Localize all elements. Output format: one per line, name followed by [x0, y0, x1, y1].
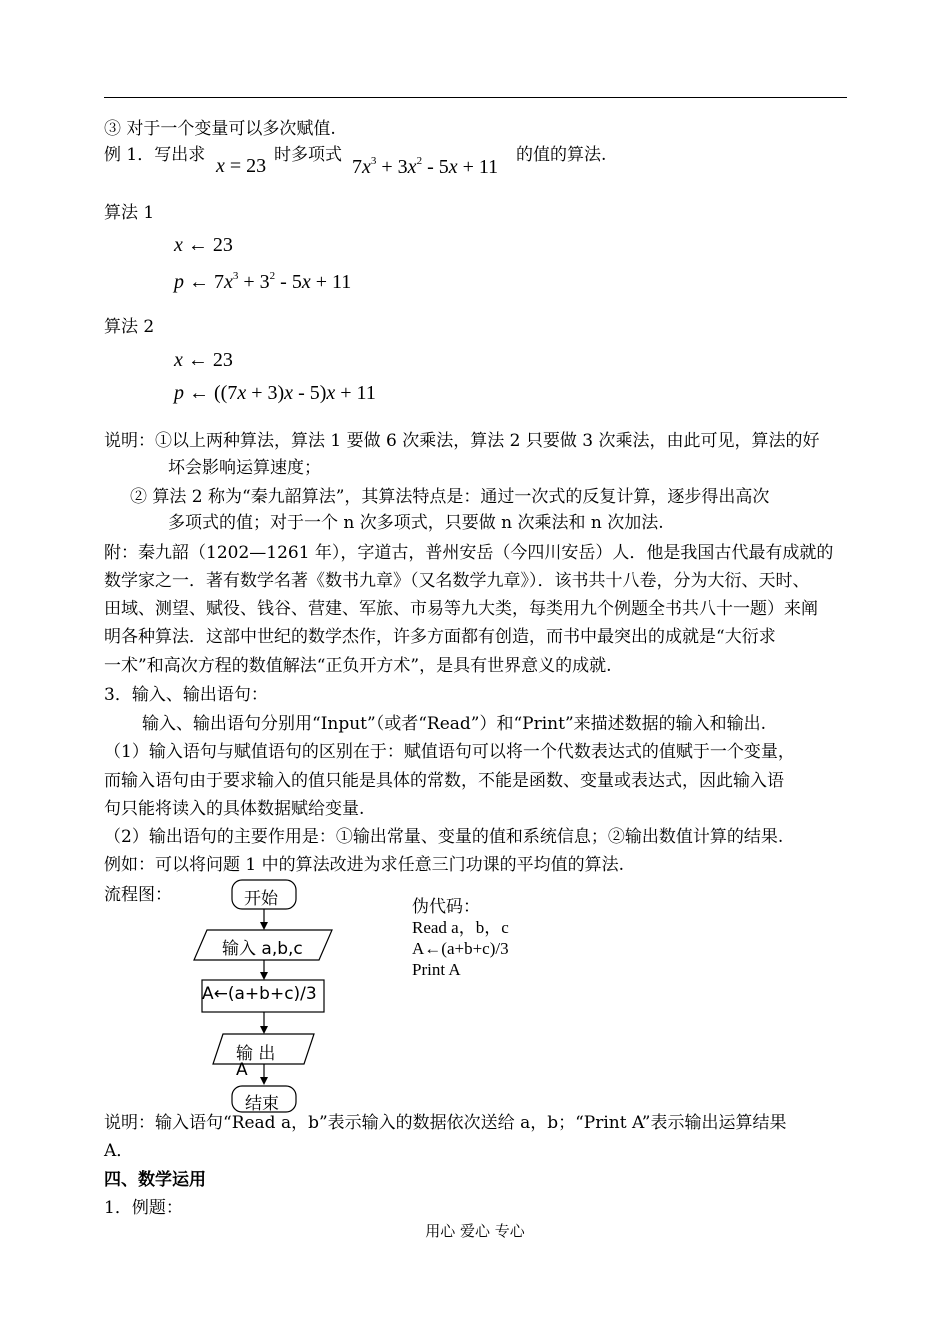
- section-3-example: 例如：可以将问题 1 中的算法改进为求任意三门功课的平均值的算法.: [104, 855, 625, 875]
- algorithm-1-line-1: x ← 23: [174, 234, 233, 256]
- appendix-line-1: 附：秦九韶（1202—1261 年），字道古，普州安岳（今四川安岳）人．他是我国古代最有成就的: [104, 543, 834, 563]
- example-1-polynomial: $7x^3 + 3x^2 - 5x + 11$: [352, 155, 499, 178]
- page-footer: 用心 爱心 专心: [425, 1222, 525, 1240]
- section-3-p1-line-3: 句只能将读入的具体数据赋给变量.: [104, 799, 365, 819]
- start-text: 开始: [244, 889, 278, 909]
- assign-text: A←(a+b+c)/3: [202, 984, 317, 1004]
- pseudocode-title: 伪代码：: [412, 897, 480, 916]
- header-rule: [104, 97, 847, 98]
- flowchart-label: 流程图：: [104, 885, 172, 905]
- pseudocode-line-1: Read a，b，c: [412, 918, 509, 937]
- appendix-line-3: 田域、测望、赋役、钱谷、营建、军旅、市易等九大类，每类用九个例题全书共八十一题）来阐: [104, 599, 818, 619]
- algorithm-1-line-2: p ← $7x^3 + 3^2 - 5x + 11$: [174, 270, 352, 293]
- algorithm-2-line-2: p ← ((7x + 3)x - 5)x + 11: [174, 382, 376, 404]
- example-1-prefix: 例 1．写出求: [104, 145, 206, 165]
- section-3-intro: 输入、输出语句分别用“Input”（或者“Read”）和“Print”来描述数据的输入和输出.: [142, 714, 767, 734]
- algorithm-2-line-1: x ← 23: [174, 349, 233, 371]
- note-2-line-2: 多项式的值；对于一个 n 次多项式，只要做 n 次乘法和 n 次加法.: [168, 513, 664, 533]
- pseudocode-line-2: A←(a+b+c)/3: [412, 939, 509, 958]
- section-4-title: 四、数学运用: [104, 1170, 206, 1190]
- note-3-line-1: 说明：输入语句“Read a，b”表示输入的数据依次送给 a，b；“Print A”表示输出运算结果: [104, 1113, 787, 1133]
- appendix-line-5: 一术”和高次方程的数值解法“正负开方术”，是具有世界意义的成就.: [104, 656, 612, 676]
- output-var-text: A: [236, 1060, 248, 1080]
- flowchart: [180, 876, 350, 1116]
- appendix-line-4: 明各种算法．这部中世纪的数学杰作，许多方面都有创造，而书中最突出的成就是“大衍求: [104, 627, 776, 647]
- note-2-line-1: ② 算法 2 称为“秦九韶算法”，其算法特点是：通过一次式的反复计算，逐步得出高次: [130, 487, 770, 507]
- note-1-line-2: 坏会影响运算速度；: [168, 458, 321, 478]
- examples-title: 1．例题：: [104, 1198, 183, 1218]
- example-1-suffix: 的值的算法.: [516, 145, 607, 165]
- section-3-p1-line-2: 而输入语句由于要求输入的值只能是具体的常数，不能是函数、变量或表达式，因此输入语: [104, 771, 784, 791]
- section-3-title: 3．输入、输出语句：: [104, 685, 268, 705]
- end-text: 结束: [245, 1094, 279, 1114]
- section-3-p2: （2）输出语句的主要作用是：①输出常量、变量的值和系统信息；②输出数值计算的结果.: [104, 827, 784, 847]
- appendix-line-2: 数学家之一．著有数学名著《数书九章》（又名数学九章》）．该书共十八卷，分为大衍、天时、: [104, 571, 810, 591]
- note-3-line-2: A．: [104, 1141, 134, 1161]
- output-text: 输 出: [236, 1044, 276, 1064]
- algorithm-2-title: 算法 2: [104, 317, 155, 337]
- section-3-p1-line-1: （1）输入语句与赋值语句的区别在于：赋值语句可以将一个代数表达式的值赋于一个变量，: [104, 742, 795, 762]
- algorithm-1-title: 算法 1: [104, 203, 155, 223]
- example-1-mid: 时多项式: [274, 145, 342, 165]
- line-assign-multiple: ③ 对于一个变量可以多次赋值.: [104, 119, 336, 139]
- input-text: 输入 a,b,c: [222, 939, 303, 959]
- note-1-line-1: 说明：①以上两种算法，算法 1 要做 6 次乘法，算法 2 只要做 3 次乘法，由此可见，算法的好: [104, 431, 820, 451]
- pseudocode-line-3: Print A: [412, 960, 461, 979]
- example-1-x-value: x = 23: [216, 155, 267, 177]
